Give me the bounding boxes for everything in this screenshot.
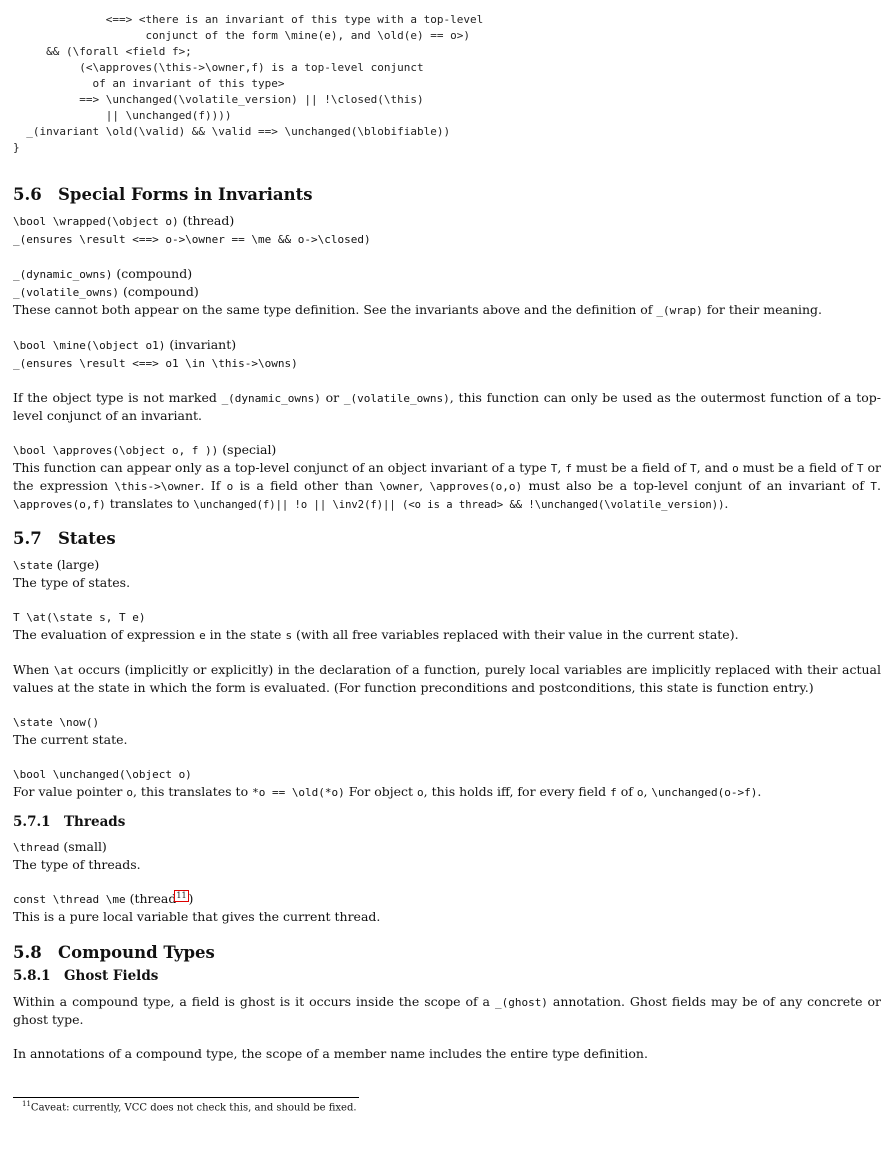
volatile-owns-signature: _(volatile_owns) (compound)	[13, 284, 199, 299]
member-scope-paragraph: In annotations of a compound type, the scope of a member name includes the entire type definition.	[13, 1046, 648, 1061]
footnote-text: Caveat: currently, VCC does not check this, and should be fixed.	[30, 1102, 357, 1114]
code-line: && (\forall <field f>;	[13, 45, 192, 58]
state-description: The type of states.	[13, 575, 131, 590]
me-description: This is a pure local variable that gives the current thread.	[13, 909, 381, 924]
section-heading-5-8: 5.8 Compound Types	[13, 943, 215, 962]
footnote-mark: 11	[22, 1100, 31, 1108]
code-line: || \unchanged(f))))	[13, 109, 232, 122]
invariant-code-block	[13, 12, 881, 156]
unchanged-description: For value pointer o, this translates to *o == \old(*o) For object o, this holds iff, for every field f of o, \unchanged(o->f).	[13, 784, 762, 799]
at-usage-paragraph: When \at occurs (implicitly or explicitly) in the declaration of a function, purely local variables are implicitly replaced with their actual values at the state in which the form is evaluated. (For function preconditions and postconditions, this state is function entry.)	[13, 662, 881, 695]
at-description: The evaluation of expression e in the state s (with all free variables replaced with their value in the current state).	[13, 627, 739, 642]
code-line: _(invariant \old(\valid) && \valid ==> \unchanged(\blobifiable))	[13, 125, 451, 138]
code-line: conjunct of the form \mine(e), and \old(e) == o>)	[13, 29, 470, 42]
at-signature: T \at(\state s, T e)	[13, 611, 146, 624]
thread-description: The type of threads.	[13, 857, 141, 872]
wrapped-ensures: _(ensures \result <==> o->\owner == \me && o->\closed)	[13, 233, 371, 246]
subsection-heading-5-7-1: 5.7.1 Threads	[13, 814, 126, 830]
wrapped-signature: \bool \wrapped(\object o) (thread)	[13, 213, 235, 228]
dynamic-owns-signature: _(dynamic_owns) (compound)	[13, 266, 193, 281]
footnote-rule	[13, 1097, 359, 1098]
me-signature: const \thread \me (thread11 )	[13, 891, 194, 906]
section-heading-5-7: 5.7 States	[13, 529, 116, 548]
footnote-link[interactable]: 11	[176, 891, 187, 900]
code-line: of an invariant of this type>	[13, 77, 285, 90]
approves-signature: \bool \approves(\object o, f )) (special)	[13, 442, 277, 457]
now-description: The current state.	[13, 732, 128, 747]
unchanged-signature: \bool \unchanged(\object o)	[13, 768, 192, 781]
code-line: ==> \unchanged(\volatile_version) || !\closed(\this)	[13, 93, 424, 106]
state-signature: \state (large)	[13, 557, 100, 572]
code-line: <==> <there is an invariant of this type with a top-level	[13, 13, 484, 26]
code-line: }	[13, 141, 20, 154]
approves-description: This function can appear only as a top-level conjunct of an object invariant of a type T, f must be a field of T, and o must be a field of T or the expression \this->\owner. If o is a field other than \owner, \approves(o,o) must also be a top-level conjunt of an invariant of T. \approves(o,f) translates to \unchanged(f)|| !o || \inv2(f)|| (<o is a thread> && !\unchanged(\volatile_version)).	[13, 460, 882, 511]
code-line: (<\approves(\this->\owner,f) is a top-level conjunct	[13, 61, 424, 74]
mine-signature: \bool \mine(\object o1) (invariant)	[13, 337, 237, 352]
now-signature: \state \now()	[13, 716, 100, 729]
ghost-fields-paragraph: Within a compound type, a field is ghost is it occurs inside the scope of a _(ghost) annotation. Ghost fields may be of any concrete or ghost type.	[13, 994, 881, 1027]
thread-signature: \thread (small)	[13, 839, 107, 854]
owns-description: These cannot both appear on the same type definition. See the invariants above and the definition of _(wrap) for their meaning.	[13, 302, 823, 317]
mine-description: If the object type is not marked _(dynamic_owns) or _(volatile_owns), this function can only be used as the outermost function of a top-level conjunct of an invariant.	[13, 390, 881, 423]
section-heading-5-6: 5.6 Special Forms in Invariants	[13, 185, 313, 204]
mine-ensures: _(ensures \result <==> o1 \in \this->\owns)	[13, 357, 298, 370]
subsection-heading-5-8-1: 5.8.1 Ghost Fields	[13, 968, 159, 984]
page-content	[13, 12, 881, 1062]
footnote	[22, 1100, 357, 1113]
